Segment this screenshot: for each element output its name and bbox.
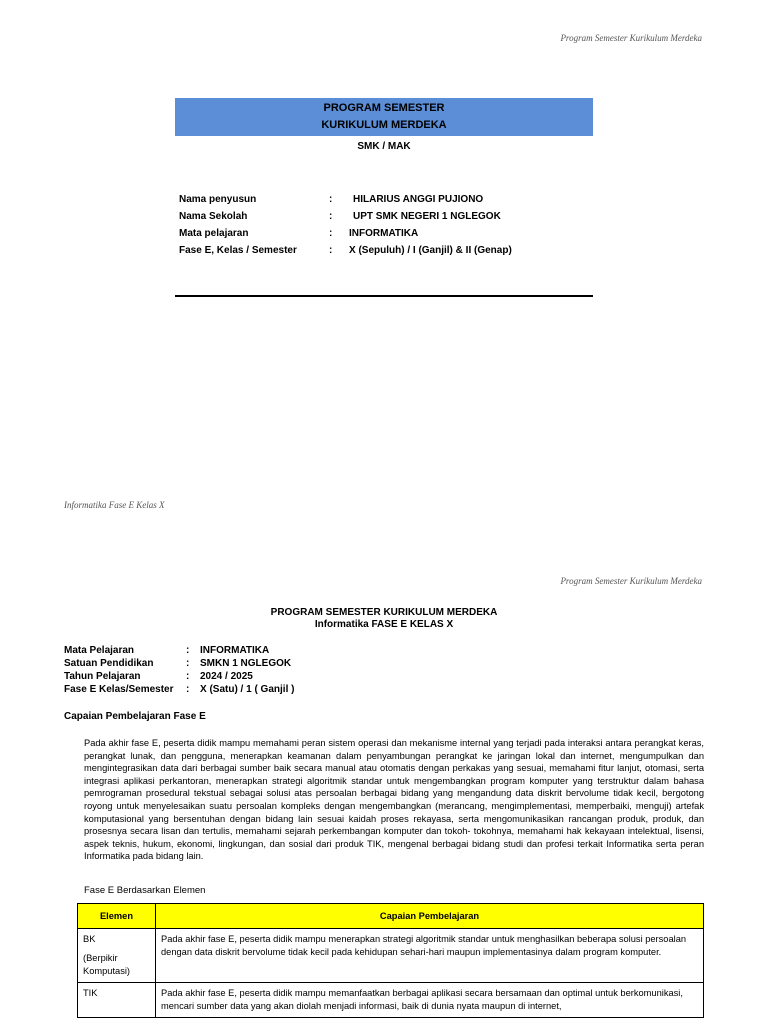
info-row-fase	[179, 245, 512, 256]
info-separator: :	[329, 245, 333, 256]
elemen-subtitle: (Berpikir Komputasi)	[83, 953, 131, 976]
running-header: Program Semester Kurikulum Merdeka	[560, 576, 702, 586]
meta-row-mapel	[64, 644, 269, 657]
table-cell-elemen	[78, 983, 156, 1018]
elemen-code: TIK	[83, 988, 98, 998]
elemen-table	[77, 903, 704, 1018]
info-row-penyusun	[179, 194, 483, 205]
section-heading: Capaian Pembelajaran Fase E	[64, 711, 206, 722]
info-separator: :	[329, 211, 333, 222]
running-header: Program Semester Kurikulum Merdeka	[560, 33, 702, 43]
table-cell-capaian: Pada akhir fase E, peserta didik mampu menerapkan strategi algoritmik standar untuk menghasilkan beberapa solusi persoalan dengan data diskrit bervolume tidak kecil pada kehidupan sehari-hari maupun implementasinya dalam program komputer.	[156, 929, 704, 983]
meta-label: Satuan Pendidikan	[64, 658, 154, 669]
meta-separator: :	[186, 684, 190, 695]
table-cell-capaian: Pada akhir fase E, peserta didik mampu memanfaatkan berbagai aplikasi secara bersamaan dan optimal untuk berkomunikasi, mencari sumber data yang akan diolah menjadi informasi, baik di dunia nyata maupun di internet,	[156, 983, 704, 1018]
table-row	[78, 983, 704, 1018]
meta-row-tahun	[64, 670, 253, 683]
page-title	[0, 607, 768, 631]
page-footer: Informatika Fase E Kelas X	[64, 500, 165, 510]
meta-label: Mata Pelajaran	[64, 645, 135, 656]
meta-label: Fase E Kelas/Semester	[64, 684, 174, 695]
title-line2: Informatika FASE E KELAS X	[314, 619, 454, 630]
info-row-mapel	[179, 228, 418, 239]
meta-separator: :	[186, 645, 190, 656]
info-value: INFORMATIKA	[349, 228, 419, 239]
body-paragraph: Pada akhir fase E, peserta didik mampu memahami peran sistem operasi dan mekanisme internal yang terjadi pada interaksi antara perangkat keras, perangkat lunak, dan pengguna, menerapkan keamanan dalam penyambungan perangkat ke jaringan lokal dan internet, mengumpulkan dan mengintegrasikan data dari berbagai sumber baik secara manual atau otomatis dengan perkakas yang sesuai, memahami fitur lanjut, otomasi, serta integrasi aplikasi perkantoran, menerapkan strategi algoritmik standar untuk mengembangkan program komputer yang terstruktur dalam bahasa pemrograman prosedural tekstual sebagai solusi atas persoalan berbagai bidang yang mengandung data diskrit bervolume tidak kecil, bergotong royong untuk menyelesaikan suatu persoalan kompleks dengan mengembangkan (merancang, mengimplementasi, memperbaiki, menguji) artefak komputasional yang bersentuhan dengan bidang lain sesuai kaidah proses rekayasa, serta mengomunikasikan rancangan produk, produk, dan prosesnya secara lisan dan tertulis, memahami sejarah perkembangan komputer dan tokoh- tokohnya, memahami hak kekayaan intelektual, lisensi, aspek teknis, hukum, ekonomi, lingkungan, dan sosial dari produk TIK, mengenal berbagai bidang studi dan profesi terkait Informatika serta peran Informatika pada bidang lain.	[84, 738, 704, 862]
elemen-code: BK	[83, 934, 96, 944]
info-separator: :	[329, 194, 333, 205]
banner-title-line1: PROGRAM SEMESTER	[323, 102, 445, 114]
info-label: Mata pelajaran	[179, 228, 249, 239]
meta-value: SMKN 1 NGLEGOK	[200, 658, 292, 669]
info-value: HILARIUS ANGGI PUJIONO	[353, 194, 484, 205]
info-row-sekolah	[179, 211, 501, 222]
table-header-capaian: Capaian Pembelajaran	[156, 904, 704, 929]
meta-value: X (Satu) / 1 ( Ganjil )	[200, 684, 295, 695]
info-separator: :	[329, 228, 333, 239]
document-subtitle: SMK / MAK	[357, 141, 411, 152]
table-caption: Fase E Berdasarkan Elemen	[84, 885, 206, 896]
meta-label: Tahun Pelajaran	[64, 671, 141, 682]
meta-value: INFORMATIKA	[200, 645, 270, 656]
meta-row-fase	[64, 683, 294, 696]
banner-title-line2: KURIKULUM MERDEKA	[321, 119, 447, 131]
meta-separator: :	[186, 658, 190, 669]
meta-separator: :	[186, 671, 190, 682]
title-line1: PROGRAM SEMESTER KURIKULUM MERDEKA	[270, 607, 498, 618]
info-label: Fase E, Kelas / Semester	[179, 245, 297, 256]
info-label: Nama penyusun	[179, 194, 257, 205]
horizontal-rule	[175, 295, 593, 297]
table-cell-elemen	[78, 929, 156, 983]
info-value: X (Sepuluh) / I (Ganjil) & II (Genap)	[349, 245, 512, 256]
table-header-elemen: Elemen	[78, 904, 156, 929]
title-banner	[175, 98, 593, 136]
info-label: Nama Sekolah	[179, 211, 248, 222]
meta-row-satuan	[64, 657, 291, 670]
table-row	[78, 929, 704, 983]
info-value: UPT SMK NEGERI 1 NGLEGOK	[353, 211, 501, 222]
table-header-row	[78, 904, 704, 929]
meta-value: 2024 / 2025	[200, 671, 253, 682]
